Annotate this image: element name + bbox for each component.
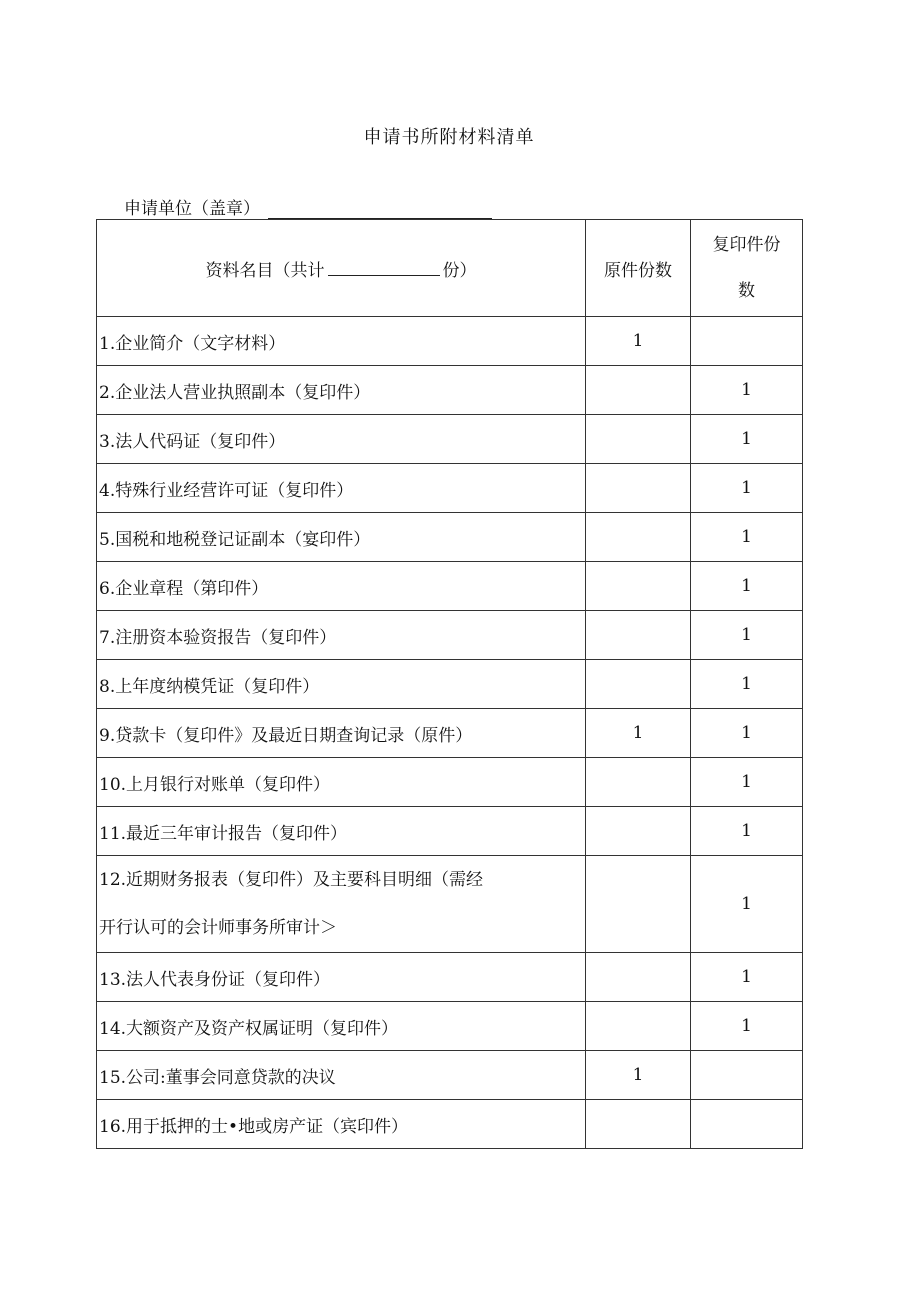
row-material-name: 16.用于抵押的士•地或房产证（宾印件） — [97, 1100, 586, 1149]
row-original-count — [586, 415, 691, 464]
header-copy-line2: 数 — [738, 281, 755, 301]
header-name-prefix: 资料名目（共计 — [205, 260, 325, 281]
row-material-name: 4.特殊行业经营许可证（复印件） — [97, 464, 586, 513]
table-row — [97, 513, 803, 562]
row-material-name-line2: 开行认可的会计师事务所审计＞ — [99, 918, 337, 938]
row-material-name: 13.法人代表身份证（复印件） — [97, 953, 586, 1002]
row-copy-count: 1 — [691, 660, 803, 709]
row-material-name: 1.企业简介（文字材料） — [97, 317, 586, 366]
row-original-count: 1 — [586, 1051, 691, 1100]
header-original-count: 原件份数 — [586, 220, 691, 317]
table-row — [97, 611, 803, 660]
row-copy-count: 1 — [691, 1002, 803, 1051]
row-original-count: 1 — [586, 709, 691, 758]
header-copy-count — [691, 220, 803, 317]
row-material-name: 2.企业法人营业执照副本（复印件） — [97, 366, 586, 415]
row-original-count — [586, 953, 691, 1002]
row-copy-count: 1 — [691, 953, 803, 1002]
row-copy-count — [691, 317, 803, 366]
table-row — [97, 464, 803, 513]
header-name-suffix: 份） — [442, 260, 477, 281]
row-copy-count: 1 — [691, 366, 803, 415]
row-material-name: 15.公司:董事会同意贷款的决议 — [97, 1051, 586, 1100]
table-header-row — [97, 220, 803, 317]
row-material-name — [97, 856, 586, 953]
table-row — [97, 1002, 803, 1051]
row-copy-count: 1 — [691, 856, 803, 953]
table-row — [97, 562, 803, 611]
row-original-count — [586, 562, 691, 611]
row-original-count — [586, 1100, 691, 1149]
row-material-name: 10.上月银行对账单（复印件） — [97, 758, 586, 807]
row-original-count — [586, 758, 691, 807]
table-row — [97, 317, 803, 366]
row-material-name: 5.国税和地税登记证副本（宴印件） — [97, 513, 586, 562]
row-copy-count: 1 — [691, 807, 803, 856]
total-count-blank[interactable] — [328, 258, 440, 276]
row-copy-count — [691, 1051, 803, 1100]
row-original-count — [586, 807, 691, 856]
row-original-count — [586, 660, 691, 709]
row-material-name: 7.注册资本验资报告（复印件） — [97, 611, 586, 660]
row-original-count — [586, 856, 691, 953]
table-row — [97, 807, 803, 856]
row-material-name-line1: 12.近期财务报表（复印件）及主要科目明细（需经 — [99, 870, 484, 890]
header-material-name — [97, 220, 586, 317]
table-row — [97, 1100, 803, 1149]
applicant-line — [124, 194, 492, 219]
table-row — [97, 953, 803, 1002]
row-original-count — [586, 464, 691, 513]
table-row — [97, 660, 803, 709]
header-copy-line1: 复印件份 — [712, 235, 781, 255]
row-copy-count: 1 — [691, 513, 803, 562]
row-copy-count: 1 — [691, 611, 803, 660]
table-row — [97, 856, 803, 953]
row-copy-count: 1 — [691, 758, 803, 807]
row-material-name: 8.上年度纳模凭证（复印件） — [97, 660, 586, 709]
row-material-name: 3.法人代码证（复印件） — [97, 415, 586, 464]
row-copy-count — [691, 1100, 803, 1149]
applicant-label: 申请单位（盖章） — [124, 199, 260, 219]
table-row — [97, 415, 803, 464]
row-original-count: 1 — [586, 317, 691, 366]
applicant-blank-field[interactable] — [268, 199, 492, 219]
row-material-name: 11.最近三年审计报告（复印件） — [97, 807, 586, 856]
row-material-name: 14.大额资产及资产权属证明（复印件） — [97, 1002, 586, 1051]
row-material-name: 9.贷款卡（复印件》及最近日期查询记录（原件） — [97, 709, 586, 758]
row-copy-count: 1 — [691, 562, 803, 611]
row-original-count — [586, 513, 691, 562]
row-original-count — [586, 611, 691, 660]
row-copy-count: 1 — [691, 415, 803, 464]
row-copy-count: 1 — [691, 464, 803, 513]
row-material-name: 6.企业章程（第印件） — [97, 562, 586, 611]
table-row — [97, 1051, 803, 1100]
document-title: 申请书所附材料清单 — [363, 127, 535, 148]
table-row — [97, 758, 803, 807]
row-original-count — [586, 366, 691, 415]
row-copy-count: 1 — [691, 709, 803, 758]
row-original-count — [586, 1002, 691, 1051]
table-row — [97, 366, 803, 415]
table-row — [97, 709, 803, 758]
materials-table — [96, 219, 803, 1149]
